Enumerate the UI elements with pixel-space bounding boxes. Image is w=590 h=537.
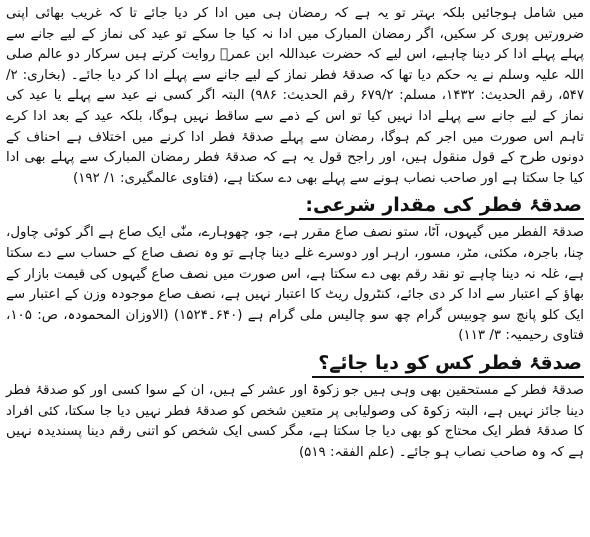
paragraph-quantity: صدقۃ الفطر میں گیہوں، آٹا، ستو نصف صاع مقرر ہے، جو، چھوہارے، منّٰی ایک صاع ہے اگر کوئی چاول، چنا، باجرہ، مکئی، مٹر، مسور، ارہر اور دوسرے غلے دینا چاہے تو وہ نصف صاع کے حساب سے دے سکتا ہے، غلہ نہ دینا چاہے تو نقد رقم بھی دے سکتا ہے، اس صورت میں نصف صاع گیہوں کی قیمت بازار کے بھاؤ کے اعتبار سے ادا کر دی جائے، کنٹرول ریٹ کا اعتبار نہیں ہے، نصف صاع موجودہ وزن کے اعتبار سے ایک کلو پانچ سو چوبیس گرام چھ سو چالیس ملی گرام ہے (۶۴۰۔۱۵۲۴) (الاوزان المحمودہ، ص: ۱۰۵، فتاوی رحیمیہ: ۳/ ۱۱۳) <box>6 225 584 344</box>
paragraph-recipients: صدقۂ فطر کے مستحقین بھی وہی ہیں جو زکوۃ اور عشر کے ہیں، ان کے سوا کسی اور کو صدقۂ فطر دینا جائز نہیں ہے، البتہ زکوۃ کی وصولیابی پر متعین شخص کو صدقۂ فطر نہیں دیا جا سکتا، کئی افراد کا صدقۂ فطر ایک محتاج کو بھی دیا جا سکتا ہے، مگر کسی ایک شخص کو اتنی رقم دینا پسندیدہ نہیں ہے کہ وہ صاحب نصاب ہو جائے۔ (علم الفقہ: ۵۱۹) <box>6 382 584 460</box>
paragraph-payment-timing: میں شامل ہوجائیں بلکہ بہتر تو یہ ہے کہ رمضان ہی میں ادا کر دیا جائے تا کہ غریب بھائی اپنی ضرورتیں پوری کر سکیں، اگر رمضان المبارک میں ادا نہ کیا جا سکے تو عید کی نماز کے لیے جانے سے پہلے پہلے ادا کر دینا چاہیے، اس لیے کہ حضرت عبداللہ ابن عمرؓ روایت کرتے ہیں سرکار دو عالم صلی اللہ علیہ وسلم نے یہ حکم دیا تھا کہ صدقۂ فطر نماز کے لیے جانے سے پہلے ادا کر دیا جائے۔ (بخاری: ۲/ ۵۴۷، رقم الحدیث: ۱۴۳۲، مسلم: ۶۷۹/۲ رقم الحدیث: ۹۸۶) البتہ اگر کسی نے عید سے پہلے یا عید کی نماز کے لیے جانے سے پہلے ادا نہیں کیا تو اس کے ذمے سے ساقط نہیں ہوگا، بلکہ عید کے بعد ادا کرے تاہم اس صورت میں اجر کم ہوگا، رمضان سے پہلے صدقۂ فطر ادا کرنے میں اختلاف ہے احناف کے دونوں طرح کے قول منقول ہیں، اور راجح قول یہ ہے کہ صدقۂ فطر رمضان المبارک سے پہلے بھی ادا کیا جا سکتا ہے اور صاحب نصاب ہونے سے پہلے بھی دے سکتا ہے، (فتاوی عالمگیری: ۱/ ۱۹۲) <box>6 6 585 186</box>
heading-recipients: صدقۂ فطر کس کو دیا جائے؟ <box>312 351 584 378</box>
heading-quantity-section <box>6 193 584 221</box>
heading-recipients-section <box>6 351 584 379</box>
heading-quantity: صدقۂ فطر کی مقدار شرعی: <box>299 193 584 220</box>
